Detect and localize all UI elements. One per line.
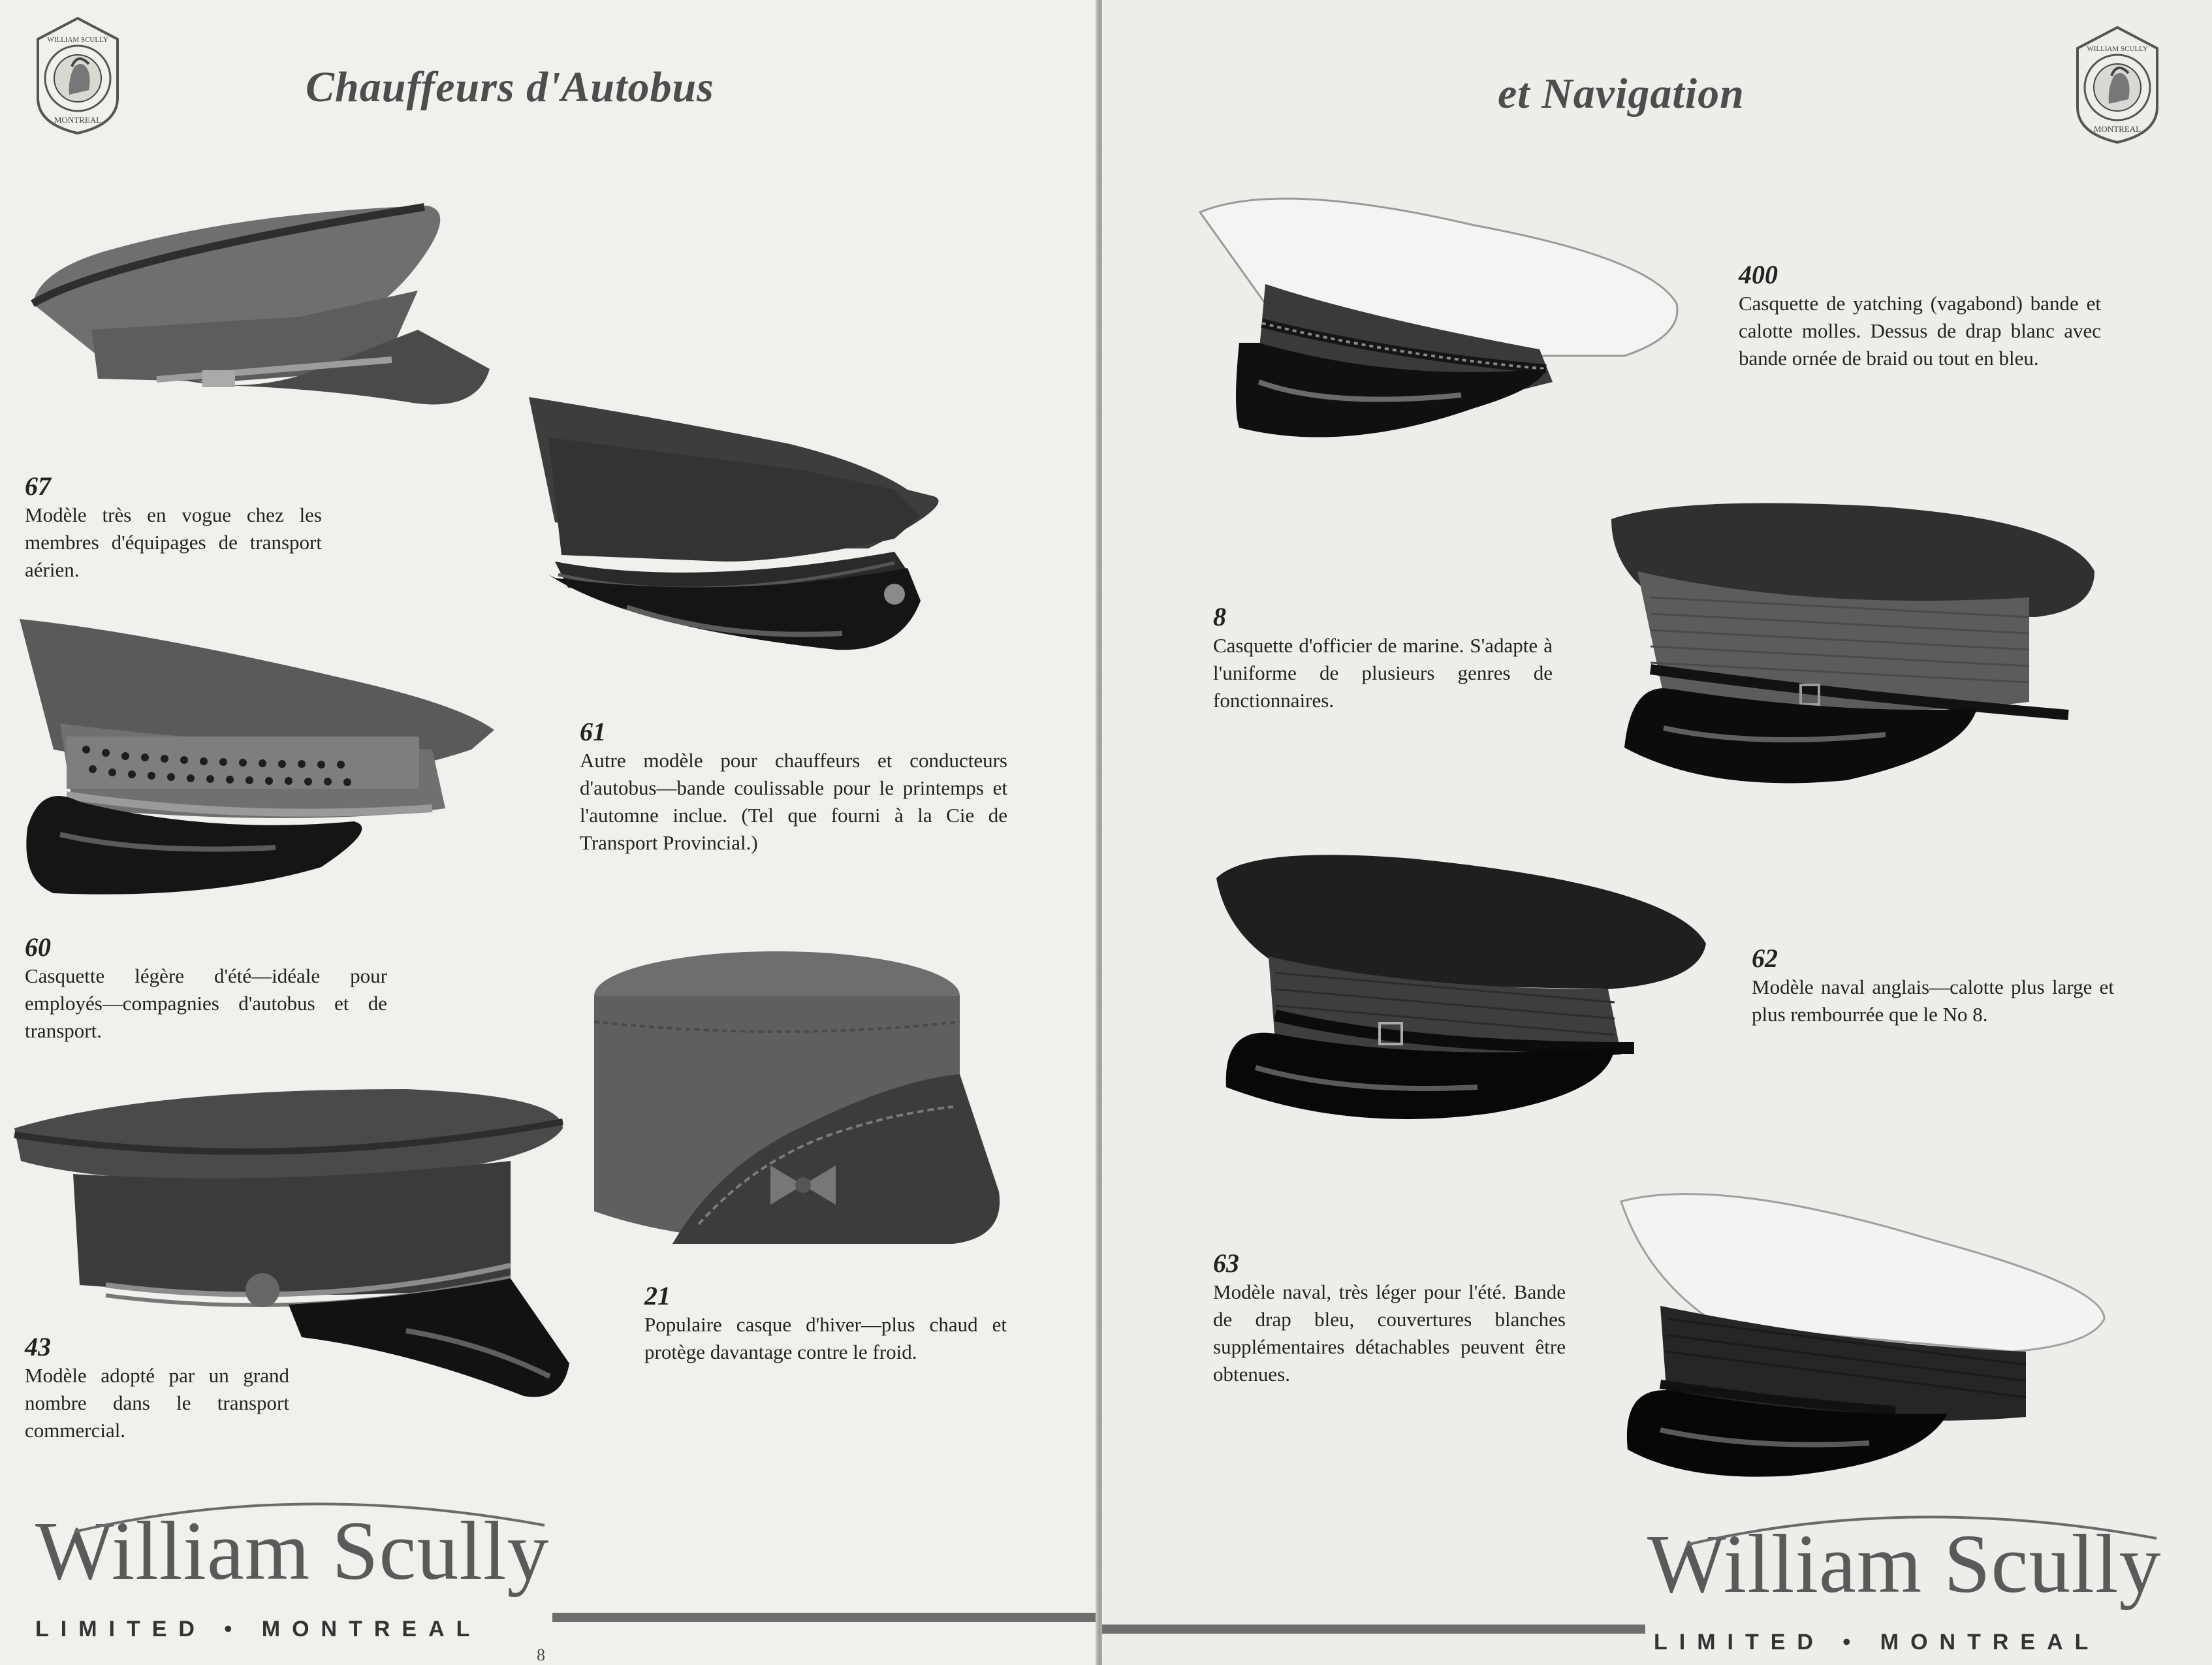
product-21 <box>644 1281 1007 1366</box>
page-heading-right: et Navigation <box>1498 70 1745 118</box>
cap-8-image <box>1611 500 2101 800</box>
product-description: Modèle adopté par un grand nombre dans le transport commercial. <box>25 1364 289 1442</box>
brand-subline: LIMITED • MONTREAL <box>1654 1630 2100 1655</box>
footer-rule-left <box>552 1613 1098 1622</box>
product-description: Casquette d'officier de marine. S'adapte à l'uniforme de plusieurs genres de fonctionnaires. <box>1213 634 1553 712</box>
product-description: Modèle très en vogue chez les membres d'équipages de transport aérien. <box>25 503 322 581</box>
product-63 <box>1213 1248 1566 1388</box>
brand-logo-left <box>35 1504 550 1642</box>
product-67 <box>25 471 322 584</box>
cap-62-image <box>1216 852 1713 1126</box>
product-number: 63 <box>1213 1248 1239 1278</box>
cap-60-image <box>14 619 498 900</box>
product-number: 61 <box>580 717 606 746</box>
seal-arc-top: WILLIAM SCULLY <box>47 36 108 44</box>
footer-rule-right <box>1102 1625 1645 1634</box>
brand-subline: LIMITED • MONTREAL <box>35 1617 482 1641</box>
brand-name: William Scully <box>35 1504 550 1597</box>
brand-name: William Scully <box>1647 1517 2162 1610</box>
cap-400-image <box>1200 186 1683 460</box>
product-61 <box>580 717 1007 857</box>
product-60 <box>25 932 387 1045</box>
seal-arc-top: WILLIAM SCULLY <box>2087 45 2148 53</box>
seal-arc-bottom: MONTREAL <box>2093 124 2141 134</box>
product-description: Autre modèle pour chauffeurs et conducteurs d'autobus—bande coulissable pour le printemps et l'automne inclue. (Tel que fourni à la Cie de Transport Provincial.) <box>580 749 1007 854</box>
product-description: Modèle naval anglais—calotte plus large et plus rembourrée que le No 8. <box>1752 975 2114 1026</box>
right-page <box>1102 0 2212 1665</box>
cap-67-image <box>26 199 477 428</box>
product-number: 60 <box>25 932 51 962</box>
brand-logo-right <box>1647 1517 2162 1655</box>
product-description: Casquette de yatching (vagabond) bande et calotte molles. Dessus de drap blanc avec bande ornée de braid ou tout en bleu. <box>1739 292 2101 370</box>
product-description: Casquette légère d'été—idéale pour employés—compagnies d'autobus et de transport. <box>25 964 387 1042</box>
product-number: 21 <box>644 1281 671 1310</box>
product-8 <box>1213 602 1553 714</box>
product-number: 62 <box>1752 944 1778 973</box>
product-number: 8 <box>1213 602 1226 631</box>
page-folio: 8 <box>537 1645 545 1664</box>
product-43 <box>25 1332 289 1444</box>
product-number: 43 <box>25 1332 51 1361</box>
scully-seal-right <box>2068 22 2166 146</box>
cap-63-image <box>1621 1188 2117 1482</box>
seal-arc-bottom: MONTREAL <box>54 115 102 125</box>
product-description: Populaire casque d'hiver—plus chaud et protège davantage contre le froid. <box>644 1313 1007 1363</box>
product-400 <box>1739 260 2101 372</box>
scully-seal-left <box>29 13 127 137</box>
product-number: 400 <box>1739 260 1778 289</box>
left-page <box>0 0 1098 1665</box>
cap-61-image <box>529 392 1025 679</box>
cap-21-image <box>588 950 1012 1257</box>
page-heading-left: Chauffeurs d'Autobus <box>306 63 714 111</box>
product-number: 67 <box>25 471 51 501</box>
product-description: Modèle naval, très léger pour l'été. Bande de drap bleu, couvertures blanches supplémentaires détachables peuvent être obtenues. <box>1213 1280 1566 1386</box>
product-62 <box>1752 944 2114 1028</box>
